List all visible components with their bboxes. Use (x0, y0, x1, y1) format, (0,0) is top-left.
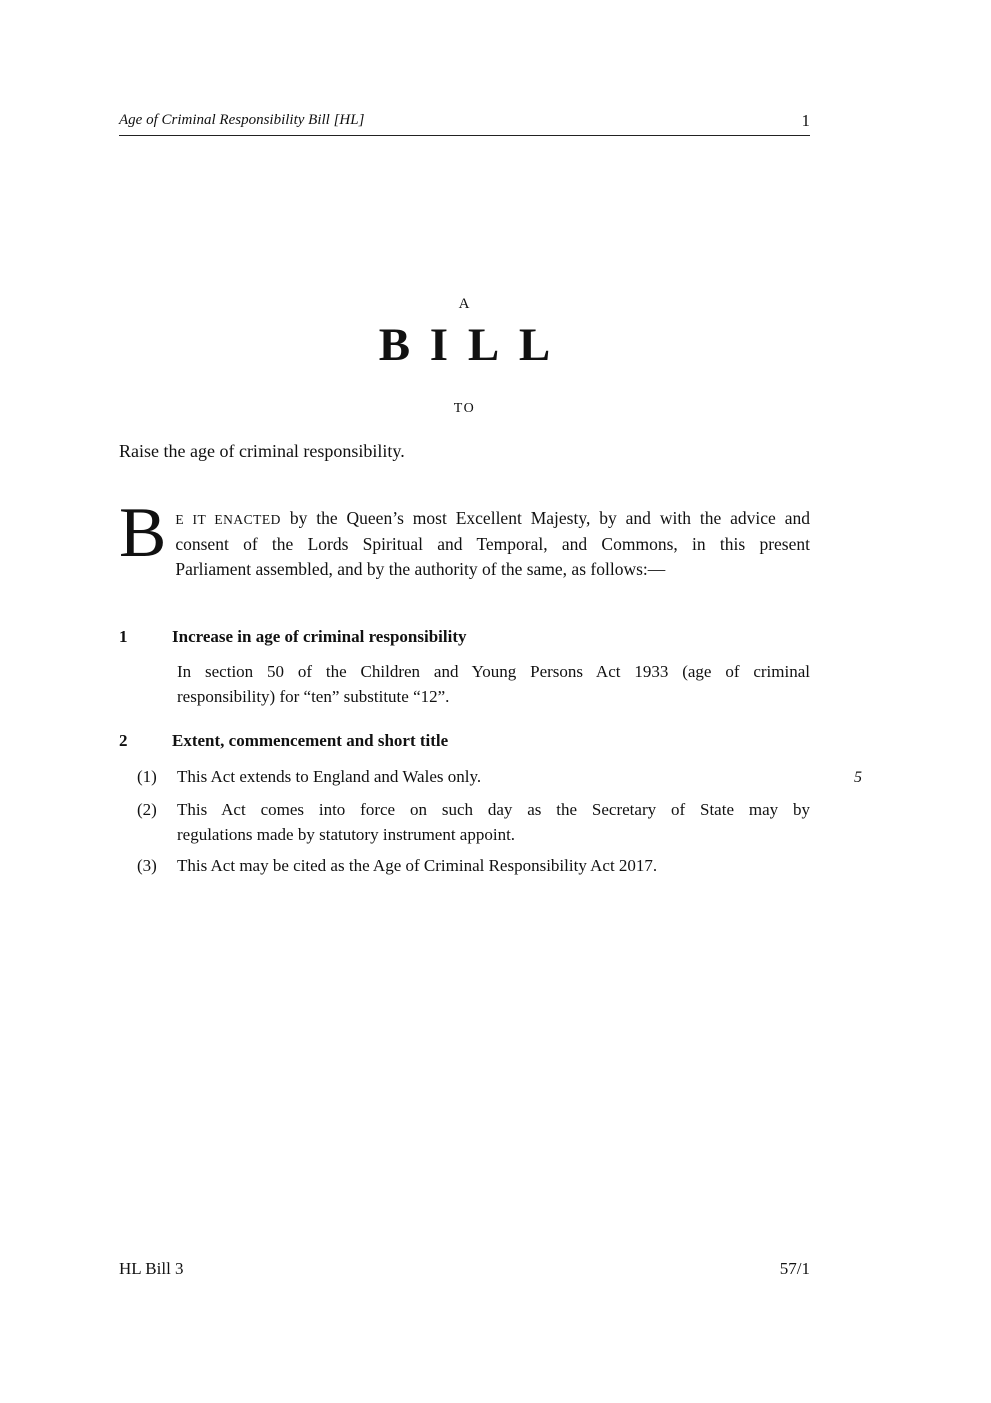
footer-bill-reference: HL Bill 3 (119, 1259, 184, 1278)
enacting-formula (119, 494, 810, 582)
section-1-title: Increase in age of criminal responsibility (172, 627, 467, 646)
enacting-line-1-text: by the Queen’s most Excellent Majesty, by and with the advice and (280, 508, 810, 528)
masthead-to: TO (453, 401, 476, 416)
enacted-smallcaps: E IT ENACTED (175, 512, 281, 527)
section-1-body-line-1: In section 50 of the Children and Young Persons Act 1933 (age of criminal (177, 662, 810, 681)
enacting-line-2: consent of the Lords Spiritual and Temporal, and Commons, in this present (175, 534, 810, 554)
subsection-2-3-text: This Act may be cited as the Age of Criminal Responsibility Act 2017. (177, 856, 658, 875)
subsection-2-3-number: (3) (137, 856, 157, 875)
subsection-2-2-text (177, 797, 810, 847)
subsection-2-2-line-2: regulations made by statutory instrument appoint. (177, 825, 516, 844)
subsection-2-1-number: (1) (137, 767, 157, 786)
enacting-line-3: Parliament assembled, and by the authority of the same, as follows:— (175, 559, 666, 579)
subsection-2-2-number: (2) (137, 800, 157, 819)
running-header-title: Age of Criminal Responsibility Bill [HL] (119, 112, 365, 128)
masthead-article: A (458, 296, 471, 312)
subsection-2-3 (119, 853, 810, 878)
subsection-2-1-text: This Act extends to England and Wales only. (177, 767, 482, 786)
page-number: 1 (801, 111, 810, 130)
dropcap-letter: B (119, 494, 167, 572)
running-footer (119, 1259, 810, 1279)
subsection-2-1 (119, 764, 862, 789)
margin-line-number-5: 5 (854, 769, 862, 786)
section-1-body-line-2: responsibility) for “ten” substitute “12”. (177, 687, 450, 706)
footer-session-reference: 57/1 (779, 1259, 810, 1278)
running-header (119, 112, 810, 136)
section-1-body (177, 659, 810, 709)
subsection-2-2 (119, 797, 810, 847)
masthead-bill-title: BILL (378, 319, 571, 371)
section-2-heading (119, 731, 810, 751)
section-1-number: 1 (119, 627, 128, 646)
subsection-2-2-line-1: This Act comes into force on such day as the Secretary of State may by (177, 800, 810, 819)
long-title: Raise the age of criminal responsibility. (119, 441, 405, 461)
section-2-number: 2 (119, 731, 128, 750)
enacting-line-1 (119, 506, 810, 532)
section-1-heading (119, 627, 810, 647)
section-2-title: Extent, commencement and short title (172, 731, 449, 750)
